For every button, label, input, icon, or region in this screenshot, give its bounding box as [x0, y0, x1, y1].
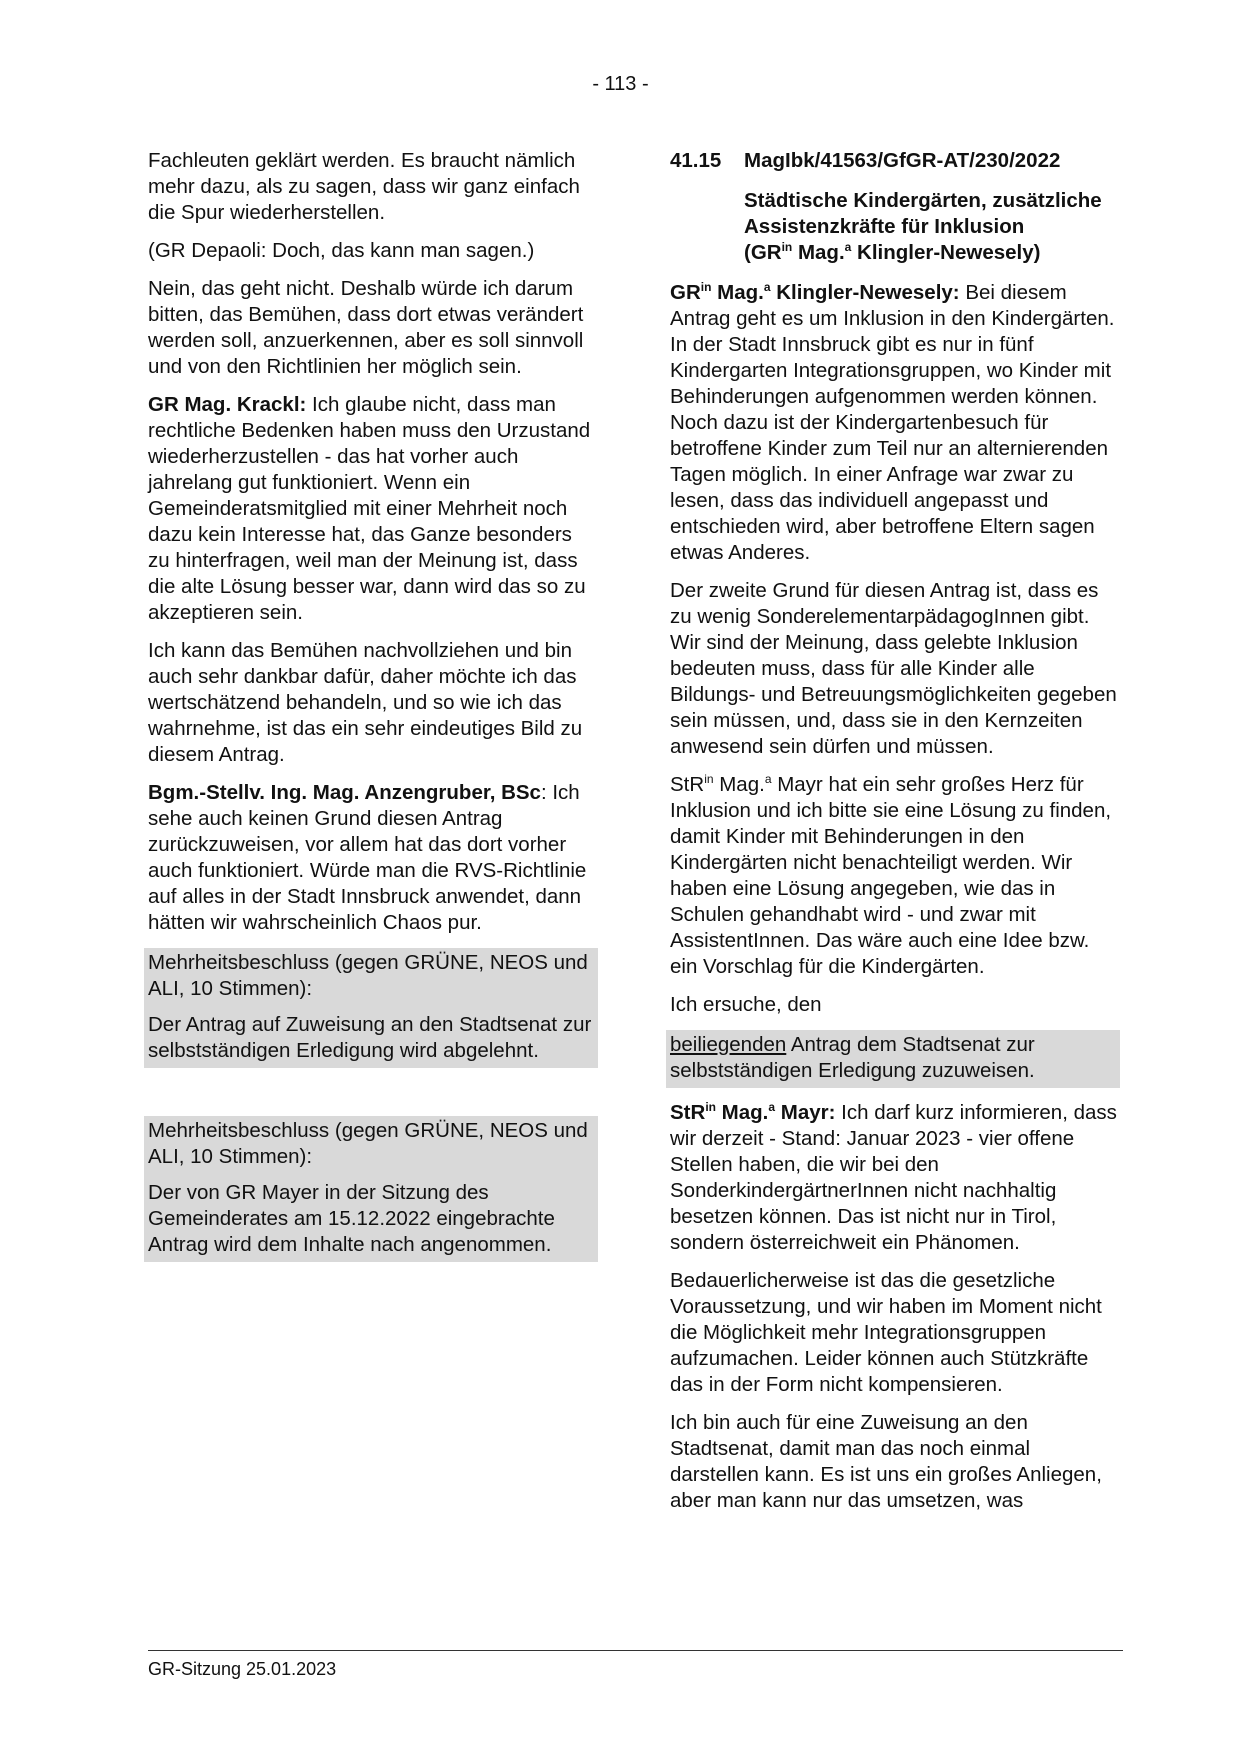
attachment-link[interactable]: beiliegenden — [670, 1033, 787, 1056]
paragraph: Nein, das geht nicht. Deshalb würde ich darum bitten, das Bemühen, dass dort etwas verändert werden soll, anzuerkennen, aber es soll sinnvoll und von den Richtlinien her möglich sein. — [148, 277, 584, 378]
speech-text: : Ich sehe auch keinen Grund diesen Antrag zurückzuweisen, vor allem hat das dort vorher auch funktioniert. Würde man die RVS-Richtlinie auf alles in der Stadt Innsbruck anwendet, dann hätten wir wahrscheinlich Chaos pur. — [148, 781, 587, 934]
paragraph: Der zweite Grund für diesen Antrag ist, dass es zu wenig SonderelementarpädagogInnen gibt. Wir sind der Meinung, dass gelebte Inklusion bedeuten muss, dass für alle Kinder alle Bildungs- und Betreuungsmöglichkeiten gegeben sein müssen, und, dass sie in den Kernzeiten anwesend sein dürfen und müssen. — [670, 579, 1117, 758]
left-column — [148, 148, 598, 1262]
speaker-name: GR Mag. Krackl: — [148, 393, 307, 416]
paragraph: Ich ersuche, den — [670, 993, 822, 1016]
speaker-name: StR$^{in}$ Mag.$^a$ Mayr: — [670, 1100, 836, 1124]
paragraph: Bedauerlicherweise ist das die gesetzliche Voraussetzung, und wir haben im Moment nicht die Möglichkeit mehr Integrationsgruppen aufzumachen. Leider können auch Stützkräfte das in der Form nicht kompensieren. — [670, 1269, 1102, 1396]
interjection: (GR Depaoli: Doch, das kann man sagen.) — [148, 239, 535, 262]
resolution-heading: Mehrheitsbeschluss (gegen GRÜNE, NEOS und ALI, 10 Stimmen): — [148, 951, 588, 1000]
resolution-box — [144, 948, 598, 1068]
agenda-title: Städtische Kindergärten, zusätzliche Assistenzkräfte für Inklusion ($GR^{in}$ Mag.$^a$ Klingler-Newesely) — [744, 189, 1102, 264]
footer-divider — [148, 1650, 1123, 1651]
paragraph: Fachleuten geklärt werden. Es braucht nämlich mehr dazu, als zu sagen, dass wir ganz einfach die Spur wiederherstellen. — [148, 149, 580, 224]
speech-krackl — [148, 392, 598, 626]
right-column — [670, 148, 1120, 1514]
speech-mayr — [670, 1100, 1120, 1256]
page-number: - 113 - — [592, 73, 649, 95]
speech-anzengruber — [148, 780, 598, 936]
paragraph: Ich kann das Bemühen nachvollziehen und bin auch sehr dankbar dafür, daher möchte ich das wertschätzend behandeln, und so wie ich das wahrnehme, ist das ein sehr eindeutiges Bild zu diesem Antrag. — [148, 639, 583, 766]
resolution-text: Der von GR Mayer in der Sitzung des Gemeinderates am 15.12.2022 eingebrachte Antrag wird dem Inhalte nach angenommen. — [148, 1181, 555, 1256]
resolution-box — [144, 1116, 598, 1262]
request-box — [666, 1030, 1120, 1088]
agenda-item-heading — [670, 148, 1120, 266]
footer-session: GR-Sitzung 25.01.2023 — [148, 1659, 337, 1679]
speech-text: Ich glaube nicht, dass man rechtliche Bedenken haben muss den Urzustand wiederherzustellen - das hat vorher auch jahrelang gut funktioniert. Wenn ein Gemeinderatsmitglied mit einer Mehrheit noch dazu kein Interesse hat, das Ganze besonders zu hinterfragen, weil man der Meinung ist, dass die alte Lösung besser war, dann wird das so zu akzeptieren sein. — [148, 393, 591, 624]
speech-text: Bei diesem Antrag geht es um Inklusion in den Kindergärten. In der Stadt Innsbruck gibt es nur in fünf Kindergarten Integrationsgruppen, wo Kinder mit Behinderungen aufgenommen werden können. Noch dazu ist der Kindergartenbesuch für betroffene Kinder zum Teil nur an alternierenden Tagen möglich. In einer Anfrage war zwar zu lesen, dass das individuell angepasst und entschieden wird, aber betroffene Eltern sagen etwas Anderes. — [670, 281, 1115, 564]
agenda-number: 41.15 — [670, 149, 722, 172]
resolution-heading: Mehrheitsbeschluss (gegen GRÜNE, NEOS und ALI, 10 Stimmen): — [148, 1119, 588, 1168]
paragraph: StR$^{in}$ Mag.$^a$ Mayr hat ein sehr großes Herz für Inklusion und ich bitte sie eine Lösung zu finden, damit Kinder mit Behinderungen in den Kindergärten nicht benachteiligt werden. Wir haben eine Lösung angegeben, wie das in Schulen gehandhabt wird - und zwar mit AssistentInnen. Das wäre auch eine Idee bzw. ein Vorschlag für die Kindergärten. — [670, 772, 1112, 978]
speaker-name: $GR^{in}$ Mag.$^a$ Klingler-Newesely: — [670, 280, 960, 304]
request-text: beiliegenden Antrag dem Stadtsenat zur selbstständigen Erledigung zuzuweisen. — [670, 1033, 1035, 1082]
speech-klingler-newesely — [670, 280, 1120, 566]
paragraph: Ich bin auch für eine Zuweisung an den Stadtsenat, damit man das noch einmal darstellen kann. Es ist uns ein großes Anliegen, aber man kann nur das umsetzen, was — [670, 1411, 1102, 1512]
speaker-name: Bgm.-Stellv. Ing. Mag. Anzengruber, BSc — [148, 781, 541, 804]
speech-text: Ich darf kurz informieren, dass wir derzeit - Stand: Januar 2023 - vier offene Stellen haben, die wir bei den SonderkindergärtnerInnen nicht nachhaltig besetzen können. Das ist nicht nur in Tirol, sondern österreichweit ein Phänomen. — [670, 1101, 1117, 1254]
agenda-reference: MagIbk/41563/GfGR-AT/230/2022 — [744, 149, 1061, 172]
resolution-text: Der Antrag auf Zuweisung an den Stadtsenat zur selbstständigen Erledigung wird abgelehnt. — [148, 1013, 592, 1062]
